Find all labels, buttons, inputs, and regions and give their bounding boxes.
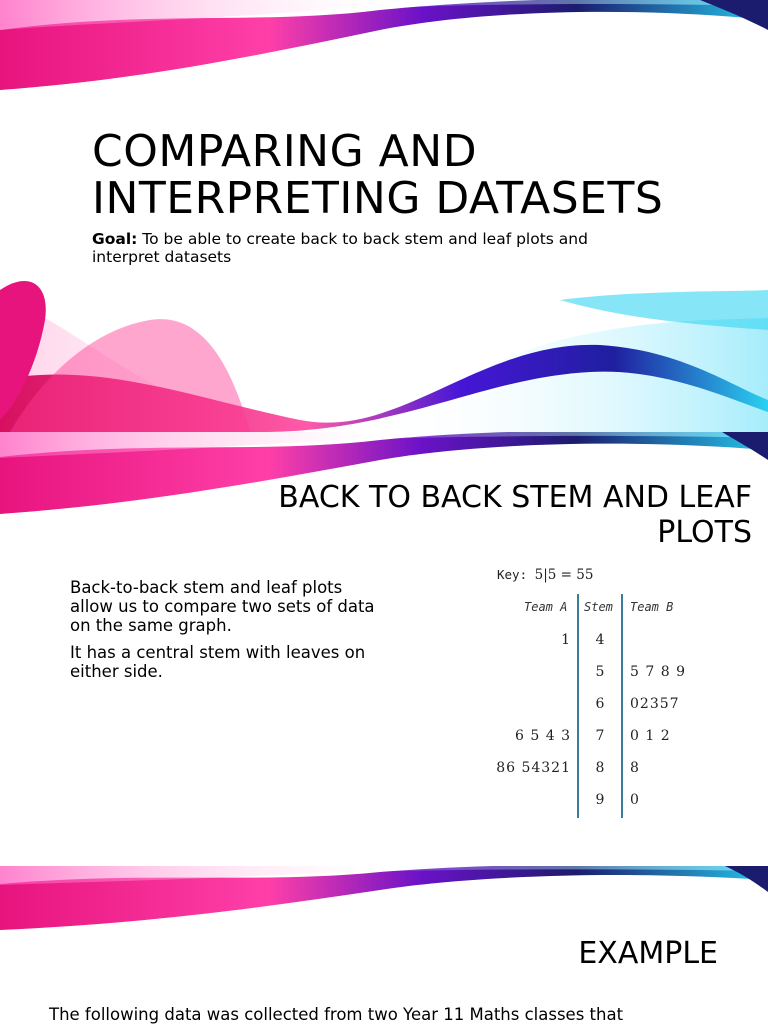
plot-row [490,728,720,748]
stem-value: 5 [595,664,605,680]
heading-line-1: BACK TO BACK STEM AND LEAF [278,480,752,515]
team-a-leaves: 6 5 4 3 [515,728,571,744]
team-a-leaves: 1 [561,632,571,648]
body-paragraph: Back-to-back stem and leaf plots allow us to compare two sets of data on the same graph. [70,578,375,635]
slide-body: The following data was collected from two Year 11 Maths classes that [49,1005,624,1024]
stem-value: 9 [595,792,605,808]
team-b-leaves: 0 [630,792,640,808]
key-expression: 5|5 = 55 [534,567,594,583]
heading-line-2: PLOTS [657,515,752,550]
slide-heading: EXAMPLE [578,936,718,971]
goal-description: To be able to create back to back stem and leaf plots and interpret datasets [92,230,588,266]
plot-row [490,792,720,812]
team-b-leaves: 8 [630,760,640,776]
team-b-leaves: 0 1 2 [630,728,671,744]
header-team-a: Team A [524,600,568,614]
stem-value: 8 [595,760,605,776]
stem-value: 7 [595,728,605,744]
slide-title [0,0,768,432]
key-label: Key: [497,567,528,582]
team-b-leaves: 5 7 8 9 [630,664,686,680]
plot-row [490,760,720,780]
ribbon-decoration [0,866,768,936]
slide-example [0,866,768,1024]
plot-row [490,696,720,716]
stem-value: 4 [595,632,605,648]
body-paragraph: It has a central stem with leaves on either side. [70,643,366,681]
slide-heading [192,480,752,550]
slide-title-heading [92,128,732,222]
goal-label: Goal: [92,230,138,248]
slide-stem-leaf [0,432,768,866]
stem-value: 6 [595,696,605,712]
plot-row [490,632,720,652]
title-line-2: INTERPRETING DATASETS [92,173,664,224]
header-stem: Stem [584,600,613,614]
team-b-leaves: 02357 [630,696,680,712]
plot-key [497,567,593,583]
stem-leaf-plot [490,562,720,822]
slide-body [70,578,380,689]
header-team-b: Team B [630,600,674,614]
goal-text [92,230,652,266]
team-a-leaves: 86 54321 [496,760,571,776]
plot-row [490,664,720,684]
title-line-1: COMPARING AND [92,126,478,177]
